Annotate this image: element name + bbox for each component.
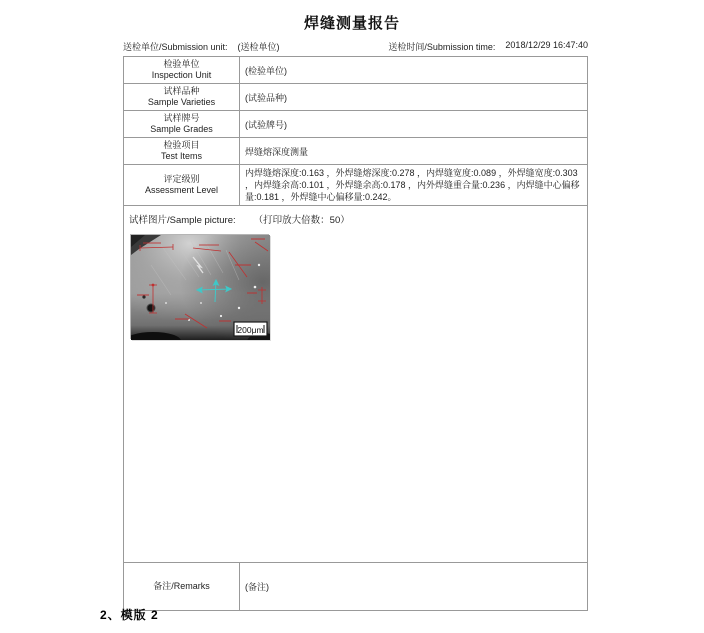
scale-bar bbox=[234, 322, 267, 336]
label-en: Inspection Unit bbox=[151, 70, 212, 80]
inspection-unit-label-cell bbox=[124, 57, 240, 84]
test-items-value-cell: 焊缝熔深度测量 bbox=[240, 138, 588, 165]
remarks-label-cell: 备注/Remarks bbox=[124, 563, 240, 611]
sample-picture-cell bbox=[124, 206, 588, 563]
sample-picture-label-line bbox=[129, 212, 582, 226]
table-row bbox=[124, 57, 588, 84]
weld-micrograph-image bbox=[130, 234, 269, 339]
sample-picture-label: 试样图片/Sample picture: bbox=[129, 215, 236, 226]
label-cn: 评定级别 bbox=[163, 174, 200, 184]
assessment-level-label-cell bbox=[124, 165, 240, 206]
table-row bbox=[124, 165, 588, 206]
remarks-value-cell: (备注) bbox=[240, 563, 588, 611]
label-en: Sample Varieties bbox=[147, 97, 216, 107]
sample-varieties-label-cell bbox=[124, 84, 240, 111]
table-row bbox=[124, 84, 588, 111]
inspection-unit-value-cell: (检验单位) bbox=[240, 57, 588, 84]
table-row bbox=[124, 138, 588, 165]
sample-grades-label-cell bbox=[124, 111, 240, 138]
assessment-level-value-cell: 内焊缝熔深度:0.163 ，外焊缝熔深度:0.278 ，内焊缝宽度:0.089 ，外焊缝宽度:0.303 ，内焊缝余高:0.101 ，外焊缝余高:0.178 ，内外焊缝重合量:0.236 ，内焊缝中心偏移量:0.181 ，外焊缝中心偏移量:0.242。 bbox=[240, 165, 588, 206]
page-title: 焊缝测量报告 bbox=[303, 15, 400, 32]
template-caption: 2、模版 2 bbox=[100, 608, 159, 622]
submission-unit-value: (送检单位) bbox=[237, 42, 280, 52]
submission-unit-label: 送检单位/Submission unit: bbox=[123, 42, 228, 52]
table-row bbox=[124, 111, 588, 138]
sample-grades-value-cell: (试验牌号) bbox=[240, 111, 588, 138]
micrograph-graphic bbox=[131, 235, 270, 340]
magnification-note: （打印放大倍数：50） bbox=[253, 215, 350, 226]
sample-picture-row bbox=[124, 206, 588, 563]
submission-time-value: 2018/12/29 16:47:40 bbox=[505, 40, 588, 50]
submission-time-group bbox=[388, 40, 588, 53]
submission-time-label: 送检时间/Submission time: bbox=[388, 42, 496, 52]
scale-bar-label: 200μm bbox=[237, 325, 264, 335]
label-cn: 检验单位 bbox=[163, 59, 200, 69]
sample-varieties-value-cell: (试验品种) bbox=[240, 84, 588, 111]
test-items-label-cell bbox=[124, 138, 240, 165]
label-cn: 检验项目 bbox=[163, 140, 200, 150]
label-cn: 试样品种 bbox=[163, 86, 200, 96]
label-en: Assessment Level bbox=[144, 185, 219, 195]
label-en: Sample Grades bbox=[150, 124, 213, 134]
header-line bbox=[123, 40, 588, 53]
submission-unit-group bbox=[123, 40, 280, 53]
label-cn: 试样牌号 bbox=[163, 113, 200, 123]
report-table bbox=[123, 56, 588, 611]
remarks-row bbox=[124, 563, 588, 611]
label-en: Test Items bbox=[160, 151, 202, 161]
